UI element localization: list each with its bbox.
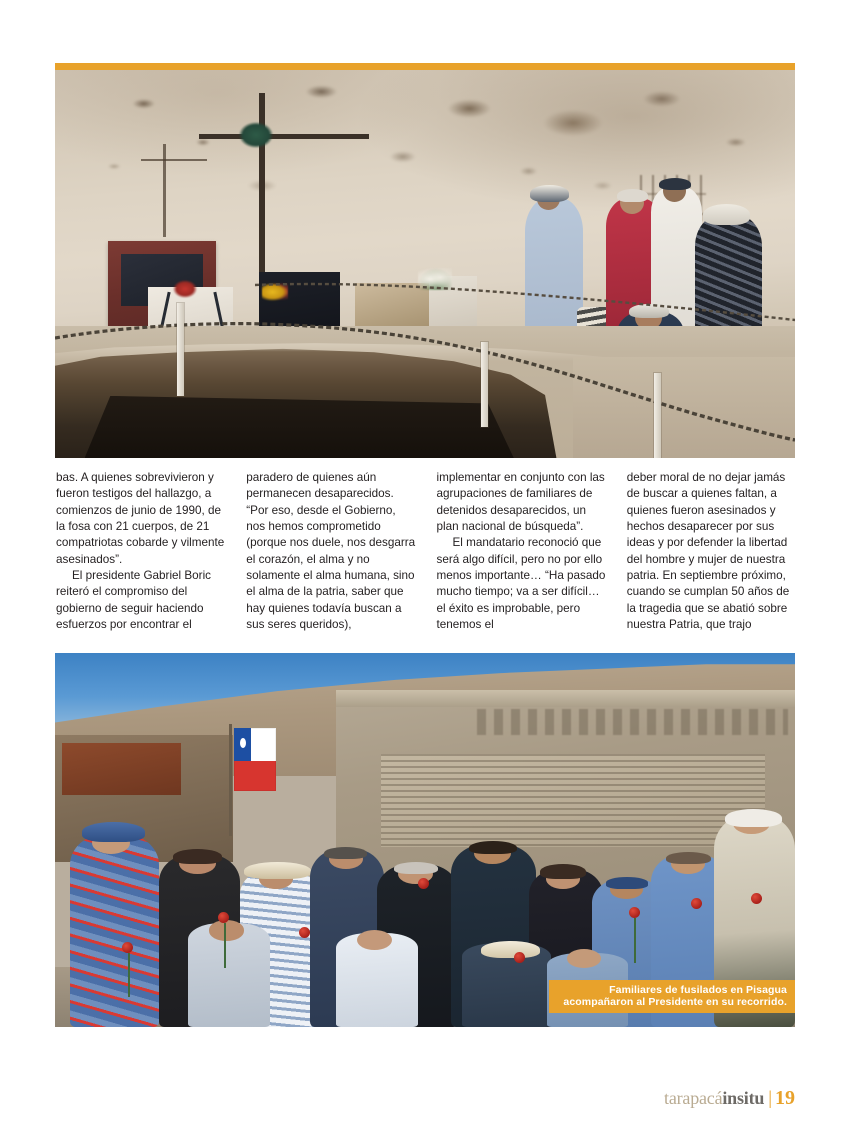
- red-rose: [691, 898, 702, 909]
- visitor-cap: [659, 178, 692, 190]
- attendee-white-hair: [725, 809, 781, 827]
- visitor-sun-hat: [530, 185, 568, 202]
- background-cross-vertical: [163, 144, 166, 237]
- attendee-bucket-hat: [82, 822, 146, 842]
- barrier-post: [654, 373, 661, 458]
- background-cross-horizontal: [141, 159, 208, 161]
- red-rose: [122, 942, 133, 953]
- photo-top-exhumation-site: [55, 70, 795, 458]
- monument-cornice: [336, 690, 795, 707]
- yellow-flowers: [262, 283, 288, 301]
- article-column-1: [56, 470, 225, 642]
- paragraph: bas. A quienes sobrevivieron y fueron testigos del hallazgo, a comienzos de junio de 1990, de la fosa con 21 cuerpos, de 21 compatriotas cobarde y vilmente asesinados”.: [56, 471, 225, 566]
- attendee-hair: [540, 864, 586, 879]
- rose-stem: [128, 953, 130, 997]
- article-column-3: [437, 470, 606, 642]
- paragraph: El mandatario reconoció que será algo difícil, pero no por ello menos importante… “Ha pasado mucho tiempo; va a ser difícil… el éxito es improbable, pero tenemos el: [436, 536, 606, 632]
- attendee-sun-hat: [244, 862, 311, 879]
- rose-stem: [634, 918, 636, 962]
- photo-caption-line-2: acompañaron al Presidente en su recorrido.: [563, 996, 787, 1009]
- attendee-hair: [324, 847, 367, 859]
- photo-bottom-group-at-memorial: [55, 653, 795, 1027]
- red-flowers: [173, 280, 197, 298]
- red-rose: [629, 907, 640, 918]
- page-number: 19: [775, 1087, 795, 1109]
- stone-block: [355, 283, 429, 330]
- top-accent-rule: [55, 63, 795, 70]
- article-column-4: [627, 470, 796, 642]
- visitor-bucket-hat: [703, 204, 750, 225]
- photo-bottom-scene: [55, 653, 795, 1027]
- attendee-hair: [394, 862, 438, 874]
- red-rose: [418, 878, 429, 889]
- attendee-sun-hat: [481, 941, 540, 958]
- attendee-hair: [666, 852, 710, 864]
- red-rose: [751, 893, 762, 904]
- attendee-head: [567, 949, 601, 968]
- photo-top-scene: [55, 70, 795, 458]
- visitor-white-hair: [617, 189, 649, 202]
- article-column-2: [246, 470, 415, 642]
- attendee-head: [209, 920, 245, 940]
- president-cap: [629, 304, 669, 318]
- paragraph: deber moral de no dejar jamás de buscar a quienes faltan, a quienes fueron asesinados y hechos desaparecer por sus ideas y por defender la libertad del hombre y mujer de nuestra patria. En septiembre próximo, cuando se cumplan 50 años de la tragedia que se abatió sobre nuestra Patria, que trajo: [626, 471, 790, 632]
- paragraph: paradero de quienes aún permanecen desaparecidos. “Por eso, desde el Gobierno, nos hemos comprometido (porque nos duele, nos desgarra el corazón, el alma y no solamente el alma humana, sino el alma de la patria, saber que hay quienes todavía buscan a sus seres queridos),: [246, 471, 416, 632]
- white-flowers: [418, 268, 452, 290]
- barrier-post: [177, 303, 184, 396]
- cross-wreath: [239, 122, 273, 148]
- rose-stem: [224, 923, 226, 967]
- attendee-hair: [173, 849, 222, 864]
- brand-name-tarapaca: tarapacá: [664, 1088, 723, 1108]
- memorial-cross-vertical: [259, 93, 265, 271]
- photo-caption-line-1: Familiares de fusilados en Pisagua: [609, 983, 787, 996]
- memorial-cross-horizontal: [199, 134, 369, 139]
- excavation-pit-floor: [85, 396, 514, 458]
- paragraph: implementar en conjunto con las agrupaciones de familiares de detenidos desaparecidos, un plan nacional de búsqueda”.: [436, 471, 605, 534]
- page-footer: [664, 1087, 795, 1110]
- paragraph: El presidente Gabriel Boric reiteró el compromiso del gobierno de seguir haciendo esfuerzos por encontrar el: [56, 569, 212, 632]
- barrier-post: [481, 342, 488, 427]
- article-body: [56, 470, 796, 642]
- monument-engraved-title: [477, 709, 788, 735]
- red-rose: [514, 952, 525, 963]
- attendee-cap: [606, 877, 649, 888]
- photo-caption: [549, 980, 795, 1013]
- attendee-hair: [469, 841, 516, 854]
- brand-name-insitu: insitu: [722, 1088, 765, 1108]
- attendee-figure: [70, 834, 159, 1027]
- ground-right-of-pit: [573, 357, 795, 458]
- footer-separator: |: [768, 1088, 772, 1109]
